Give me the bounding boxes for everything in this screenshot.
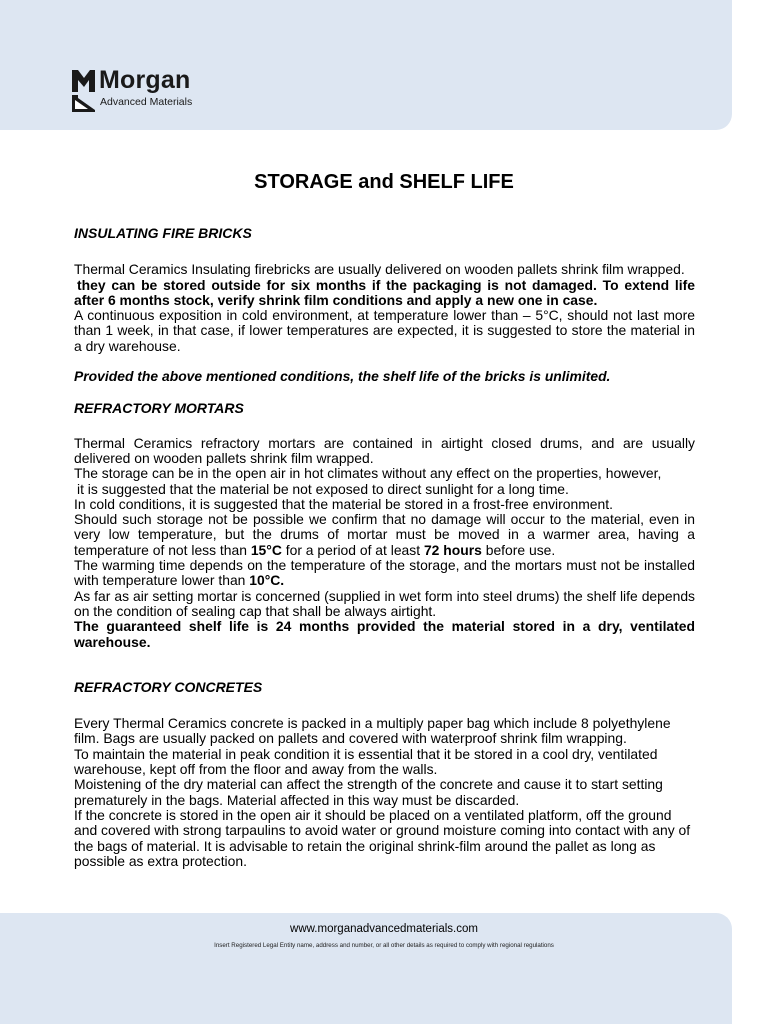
section-heading-mortars: REFRACTORY MORTARS bbox=[74, 400, 244, 417]
page-title: STORAGE and SHELF LIFE bbox=[254, 171, 514, 193]
mortars-p5-text-e: before use. bbox=[481, 541, 556, 558]
section-heading-bricks: INSULATING FIRE BRICKS bbox=[74, 225, 252, 241]
mortars-paragraph-6 bbox=[74, 558, 695, 589]
mortars-p5-hours: 72 hours bbox=[423, 541, 482, 558]
mortars-paragraph-2: The storage can be in the open air in hot climates without any effect on the properties, however, bbox=[74, 465, 662, 482]
logo-name: Morgan bbox=[99, 66, 191, 94]
mortars-paragraph-4: In cold conditions, it is suggested that the material be stored in a frost-free environment. bbox=[74, 495, 613, 512]
section-heading-concretes: REFRACTORY CONCRETES bbox=[74, 678, 263, 695]
concretes-paragraph-2: To maintain the material in peak condition it is essential that it be stored in a cool dry, ventilated warehouse, kept off from the floor and away from the walls. bbox=[74, 745, 658, 778]
footer-website-url: www.morganadvancedmaterials.com bbox=[290, 923, 478, 935]
mortars-paragraph-5 bbox=[74, 512, 695, 558]
mortars-p5-text-a: Should such storage not be possible we confirm that no damage will occur to the material, even in very low temperature, but the drums of mortar must be moved in a warmer area, having a temperature of not less than bbox=[74, 511, 695, 558]
mortars-paragraph-3: it is suggested that the material be not exposed to direct sunlight for a long time. bbox=[77, 480, 569, 497]
mortars-paragraph-1: Thermal Ceramics refractory mortars are contained in airtight closed drums, and are usually delivered on wooden pallets shrink film wrapped. bbox=[74, 434, 695, 466]
concretes-paragraph-1: Every Thermal Ceramics concrete is packed in a multiply paper bag which include 8 polyethylene film. Bags are usually packed on pallets and covered with waterproof shrink film wrapping. bbox=[74, 715, 671, 747]
morgan-logo bbox=[72, 66, 242, 114]
bricks-paragraph-2: they can be stored outside for six months if the packaging is not damaged. To extend life after 6 months stock, verify shrink film conditions and apply a new one in case. bbox=[74, 276, 695, 308]
mortars-p5-text-c: for a period of at least bbox=[281, 541, 424, 558]
morgan-logo-icon bbox=[72, 70, 96, 112]
concretes-paragraph-4: If the concrete is stored in the open air it should be placed on a ventilated platform, off the ground and covered with strong tarpaulins to avoid water or ground moisture coming into contact with any of the bags of material. It is advisable to retain the original shrink-film around the pallet as long as possible as extra protection. bbox=[74, 806, 691, 869]
logo-subtitle: Advanced Materials bbox=[100, 96, 193, 108]
concretes-paragraph-3: Moistening of the dry material can affect the strength of the concrete and cause it to start setting prematurely in the bags. Material affected in this way must be discarded. bbox=[74, 776, 663, 808]
bricks-paragraph-3: A continuous exposition in cold environment, at temperature lower than – 5°C, should not last more than 1 week, in that case, if lower temperatures are expected, it is suggested to store the material in a dry warehouse. bbox=[74, 307, 695, 354]
mortars-p5-temp: 15°C bbox=[250, 541, 282, 558]
document-body bbox=[74, 226, 695, 869]
footer-legal-note: Insert Registered Legal Entity name, address and number, or all other details as required to comply with regional regulations bbox=[214, 942, 554, 949]
mortars-paragraph-8: The guaranteed shelf life is 24 months provided the material stored in a dry, ventilated warehouse. bbox=[74, 618, 695, 650]
mortars-paragraph-7: As far as air setting mortar is concerned (supplied in wet form into steel drums) the shelf life depends on the condition of sealing cap that shall be always airtight. bbox=[74, 587, 695, 619]
bricks-paragraph-1: Thermal Ceramics Insulating firebricks are usually delivered on wooden pallets shrink film wrapped. bbox=[74, 261, 685, 278]
bricks-paragraph-4: Provided the above mentioned conditions, the shelf life of the bricks is unlimited. bbox=[74, 368, 611, 385]
mortars-p6-text-a: The warming time depends on the temperature of the storage, and the mortars must not be installed with temperature lower than bbox=[74, 557, 695, 589]
mortars-p6-temp: 10°C. bbox=[249, 572, 285, 589]
